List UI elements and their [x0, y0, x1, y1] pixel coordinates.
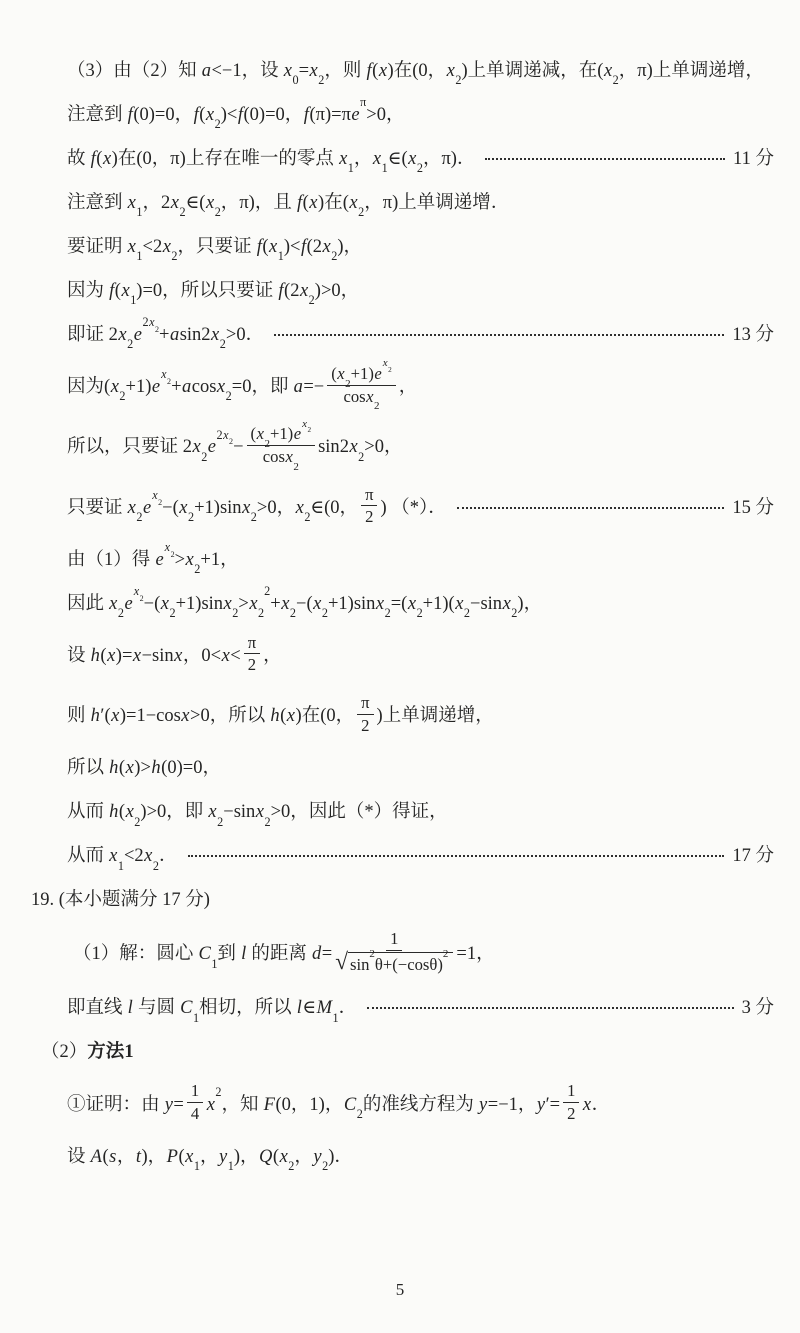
- math-text: （3）由（2）知 a<−1，设 $x_0=x_2$，则 f(x)在(0，$x_2$)上单调递减，在($x_2$，π)上单调递增，: [67, 61, 764, 88]
- fraction-denominator: 2: [361, 715, 370, 735]
- math-text: ) （*）．: [380, 497, 447, 518]
- fraction-numerator: 1: [386, 929, 402, 951]
- math-text: =1，: [456, 944, 495, 965]
- math-text: $\sin 2x_2>0$，: [318, 437, 403, 464]
- fraction: [335, 929, 453, 975]
- radical-sign-icon: √: [335, 949, 348, 976]
- solution-text: [31, 56, 774, 1186]
- fraction-numerator: π: [244, 633, 260, 655]
- solution-line: [67, 753, 774, 779]
- math-text: 所以，只要证 $2x_2e^{2x_2}-$: [67, 427, 244, 464]
- solution-line: [67, 841, 774, 873]
- leader-dots: [188, 847, 725, 857]
- math-text: 要证明 $x_1<2x_2$，只要证 $f(x_1)<f(2x_2)$，: [67, 237, 363, 264]
- score-label: 13 分: [732, 325, 774, 345]
- math-text: 注意到 f(0)=0，$f(x_2)<f(0)=0$，$f(\pi)=\pi e^\pi>0$，: [67, 95, 405, 132]
- score-label: 11 分: [733, 149, 774, 169]
- radical: [335, 948, 453, 976]
- math-text: 注意到 $x_1$，$2x_2\in(x_2$，π)，且 f(x)在($x_2$，π)上单调递增．: [67, 193, 510, 220]
- fraction-numerator: π: [357, 693, 373, 715]
- leader-dots: [367, 999, 733, 1009]
- solution-line: [67, 485, 774, 527]
- math-text: 因此 $x_2e^{x_2}-(x_2+1)\sin x_2>x_2^2+x_2-(x_2+1)\sin x_2=(x_2+1)(x_2-\sin x_2)$，: [67, 583, 543, 621]
- math-text: 则 h′(x)=1−cosx>0，所以 h(x)在(0，: [67, 706, 355, 727]
- fraction-denominator: cosx$_2$: [262, 446, 299, 473]
- math-text: ①证明：由 y=: [67, 1094, 184, 1115]
- math-text: （1）解：圆心 $C_1$到 l 的距离 d=: [73, 944, 333, 971]
- leader-dots: [457, 499, 725, 509]
- math-text: $x^2$，知 F(0，1)，$C_2$的准线方程为 y=−1，y′=: [206, 1084, 561, 1121]
- fraction-numerator: $(x_2+1)e^{x_2}$: [247, 424, 316, 446]
- math-text: 即直线 l 与圆 $C_1$相切，所以 $l\in M_1$．: [67, 998, 358, 1025]
- leader-dots: [274, 326, 724, 336]
- fraction-denominator: 4: [190, 1104, 200, 1123]
- solution-line: [67, 583, 774, 621]
- math-text: 方法1: [87, 1042, 134, 1063]
- fraction-denominator: 2: [567, 1104, 576, 1123]
- fraction-denominator: 2: [365, 507, 374, 527]
- fraction: [244, 633, 260, 675]
- solution-line: [67, 1142, 774, 1173]
- solution-line: [67, 315, 774, 352]
- solution-line: [67, 232, 774, 264]
- math-text: x．: [582, 1094, 611, 1115]
- solution-line: [67, 357, 774, 413]
- math-text: 因为 $f(x_1)=0$，所以只要证 $f(2x_2)>0$，: [67, 281, 360, 308]
- fraction-denominator: 2: [247, 655, 257, 675]
- solution-line: [67, 797, 774, 829]
- solution-line: [67, 188, 774, 220]
- solution-line: [67, 993, 774, 1025]
- score-label: 3 分: [741, 998, 774, 1019]
- solution-line: [67, 1081, 774, 1123]
- solution-line: [73, 929, 774, 975]
- fraction-numerator: $(x_2+1)e^{x_2}$: [327, 364, 396, 386]
- math-text: 由（1）得 $e^{x_2}>x_2+1$，: [67, 539, 239, 577]
- fraction-numerator: π: [361, 485, 377, 507]
- fraction: [247, 417, 316, 473]
- math-text: 从而 $x_1<2x_2$．: [67, 846, 178, 873]
- solution-line: [67, 95, 774, 132]
- math-text: 从而 $h(x_2)>0$，即 $x_2-\sin x_2>0$，因此（*）得证，: [67, 802, 448, 829]
- math-text: （2）: [41, 1042, 88, 1063]
- score-label: 17 分: [732, 846, 774, 867]
- fraction: [563, 1081, 579, 1123]
- solution-line: [67, 539, 774, 577]
- radicand: $\sin^2\theta+(-\cos\theta)^2$: [348, 952, 453, 975]
- math-text: 所以 h(x)>h(0)=0，: [67, 758, 221, 779]
- leader-dots: [485, 150, 725, 160]
- math-text: 因为$(x_2+1)e^{x_2}+acosx_2=0$，即 a=−: [67, 367, 325, 404]
- math-text: 19. (本小题满分 17 分): [31, 890, 210, 911]
- fraction-denominator: [335, 948, 453, 976]
- solution-line: [67, 144, 774, 176]
- math-text: 设 A(s，t)，$P(x_1$，$y_1$)，$Q(x_2$，$y_2$)．: [67, 1146, 353, 1173]
- fraction: [361, 485, 377, 527]
- solution-line: [67, 56, 774, 88]
- math-text: 设 h(x)=x−sinx，0<x<: [67, 645, 241, 666]
- math-text: )上单调递增，: [376, 706, 494, 727]
- page-number: 5: [395, 1280, 405, 1299]
- fraction: [187, 1081, 203, 1123]
- math-text: 即证 $2x_2e^{2x_2}+asin2x_2>0$．: [67, 315, 265, 352]
- score-label: 15 分: [732, 497, 774, 518]
- solution-line: [67, 417, 774, 473]
- solution-line: [67, 633, 774, 675]
- fraction-denominator: cosx$_2$: [343, 386, 380, 413]
- solution-line: [31, 885, 774, 911]
- fraction: [357, 693, 373, 735]
- fraction: [327, 357, 396, 413]
- math-text: 故 f(x)在(0，π)上存在唯一的零点 $x_1$，$x_1\in(x_2$，π)．: [67, 149, 476, 176]
- solution-line: [67, 693, 774, 735]
- solution-line: [41, 1037, 774, 1063]
- solution-line: [67, 276, 774, 308]
- math-text: ，: [263, 645, 282, 666]
- math-text: ，: [398, 377, 418, 398]
- fraction-numerator: 1: [563, 1081, 579, 1103]
- fraction-numerator: 1: [187, 1081, 203, 1103]
- math-text: 只要证 $x_2e^{x_2}-(x_2+1)\sin x_2>0$，$x_2\in(0$，: [67, 487, 359, 525]
